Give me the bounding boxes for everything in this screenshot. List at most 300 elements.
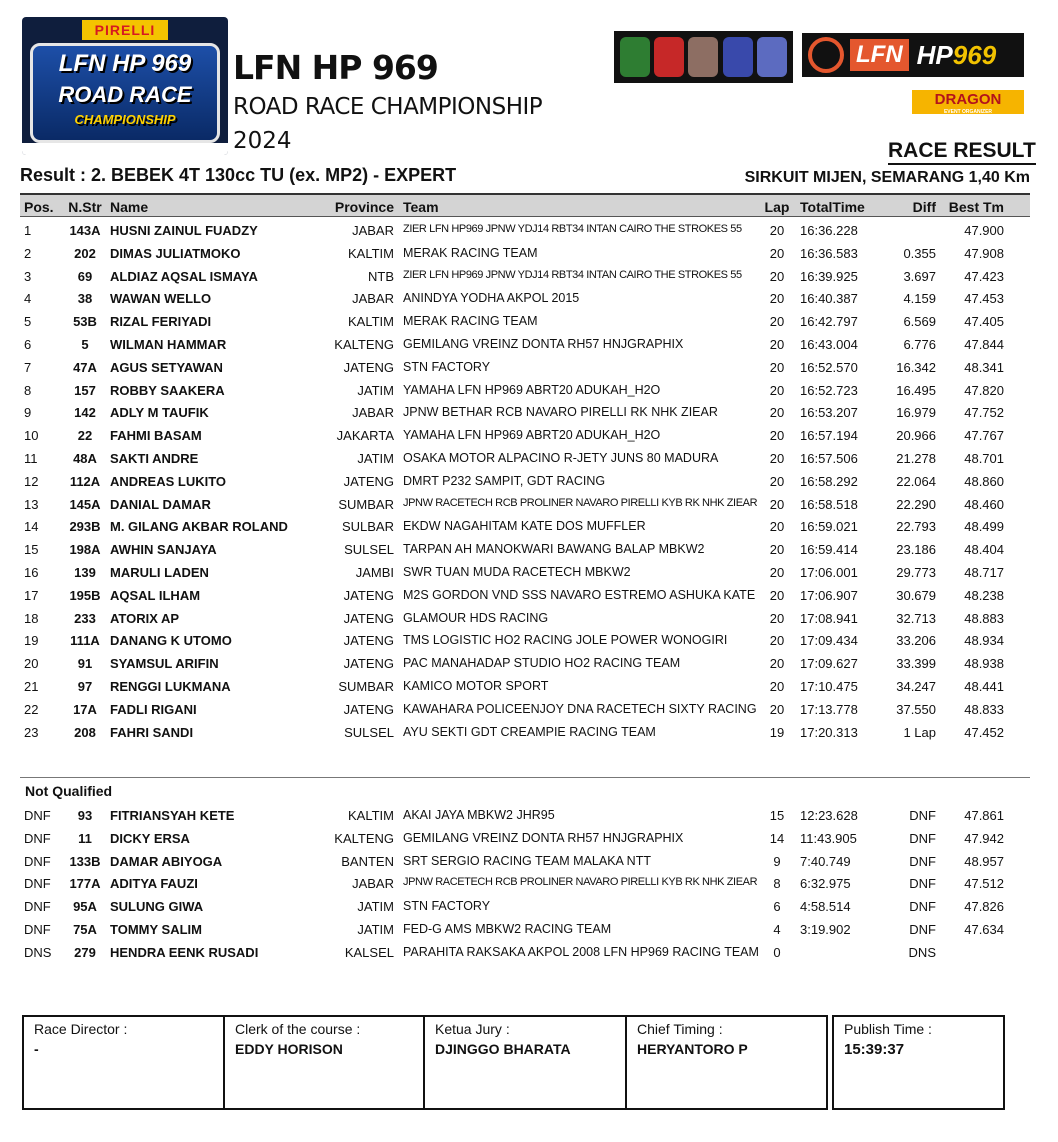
chief-timing-box xyxy=(625,1015,828,1110)
cell-diff: 16.979 xyxy=(896,405,936,421)
race-director-value: - xyxy=(34,1041,39,1057)
organizer-name: DRAGON xyxy=(934,91,1002,108)
col-team: Team xyxy=(403,199,439,215)
cell-name: MARULI LADEN xyxy=(110,564,209,580)
cell-pos: 1 xyxy=(24,223,32,238)
cell-num: 133B xyxy=(69,853,101,869)
cell-pos: 15 xyxy=(24,542,39,558)
table-row xyxy=(20,401,1030,424)
table-row xyxy=(20,918,1030,941)
dragon-eo-logo xyxy=(912,90,1024,114)
cell-total: 16:58.518 xyxy=(800,496,858,512)
cell-lap: 20 xyxy=(769,336,785,352)
cell-lap: 20 xyxy=(769,542,785,558)
table-row xyxy=(20,895,1030,918)
cell-lap: 20 xyxy=(769,564,785,580)
col-province: Province xyxy=(334,199,394,215)
cell-best: 47.820 xyxy=(964,382,1004,398)
table-row xyxy=(20,538,1030,561)
cell-best: 48.934 xyxy=(964,633,1004,649)
cell-prov: JATENG xyxy=(343,473,394,489)
timing-label: Chief Timing : xyxy=(637,1021,723,1037)
cell-name: SAKTI ANDRE xyxy=(110,450,199,466)
cell-diff: 23.186 xyxy=(896,542,936,558)
cell-name: ATORIX AP xyxy=(110,610,180,626)
cell-pos: 4 xyxy=(24,291,32,307)
cell-prov: JATENG xyxy=(343,359,394,375)
section-divider xyxy=(20,777,1030,778)
cell-diff: DNF xyxy=(909,876,936,892)
cell-team: ANINDYA YODHA AKPOL 2015 xyxy=(403,291,580,306)
cell-num: 177A xyxy=(69,876,101,892)
cell-pos: 21 xyxy=(24,678,39,694)
cell-name: DICKY ERSA xyxy=(110,830,190,846)
cell-best: 47.512 xyxy=(964,876,1004,892)
cell-diff: 6.569 xyxy=(903,314,936,330)
cell-total: 16:53.207 xyxy=(800,405,858,421)
clerk-value: EDDY HORISON xyxy=(235,1041,343,1057)
event-year: 2024 xyxy=(233,128,292,154)
cell-lap: 14 xyxy=(769,830,785,846)
cell-total: 3:19.902 xyxy=(800,921,851,937)
cell-total: 16:59.414 xyxy=(800,542,858,558)
cell-prov: SUMBAR xyxy=(338,496,394,512)
cell-best: 48.460 xyxy=(964,496,1004,512)
cell-best: 48.441 xyxy=(964,678,1004,694)
cell-diff: DNF xyxy=(909,830,936,846)
cell-diff: 6.776 xyxy=(903,336,936,352)
circuit-info: SIRKUIT MIJEN, SEMARANG 1,40 Km xyxy=(744,169,1030,186)
cell-team: TARPAN AH MANOKWARI BAWANG BALAP MBKW2 xyxy=(403,542,705,557)
cell-pos: 10 xyxy=(24,428,39,444)
lfn-circle-icon xyxy=(808,37,844,73)
cell-team: PARAHITA RAKSAKA AKPOL 2008 LFN HP969 RACING TEAM xyxy=(403,944,759,959)
cell-pos: 13 xyxy=(24,496,39,512)
cell-num: 95A xyxy=(73,899,97,915)
cell-best: 47.423 xyxy=(964,268,1004,284)
cell-diff: 22.290 xyxy=(896,496,936,512)
cell-name: DANIAL DAMAR xyxy=(110,496,211,512)
cell-diff: DNF xyxy=(909,921,936,937)
table-row xyxy=(20,265,1030,288)
cell-lap: 20 xyxy=(769,519,785,535)
table-row xyxy=(20,287,1030,310)
cell-team: KAWAHARA POLICEENJOY DNA RACETECH SIXTY RACING xyxy=(403,701,757,716)
logo-text-3: CHAMPIONSHIP xyxy=(74,112,176,127)
cell-name: HUSNI ZAINUL FUADZY xyxy=(110,223,258,238)
cell-name: WILMAN HAMMAR xyxy=(110,336,227,352)
logo-shield xyxy=(30,43,220,143)
cell-total: 17:06.001 xyxy=(800,564,858,580)
cell-name: DANANG K UTOMO xyxy=(110,633,232,649)
cell-total: 16:57.194 xyxy=(800,428,858,444)
cell-prov: JAKARTA xyxy=(336,428,394,444)
government-emblems xyxy=(614,31,793,83)
cell-team: MERAK RACING TEAM xyxy=(403,314,538,329)
cell-diff: DNF xyxy=(909,899,936,915)
cell-prov: JATENG xyxy=(343,633,394,649)
emblem-icon xyxy=(723,37,753,77)
cell-team: GLAMOUR HDS RACING xyxy=(403,610,549,625)
cell-num: 293B xyxy=(69,519,101,535)
lfn-hp969-logo xyxy=(802,33,1024,77)
table-row xyxy=(20,629,1030,652)
results-table xyxy=(20,219,1030,743)
emblem-icon xyxy=(620,37,650,77)
cell-num: 48A xyxy=(73,450,97,466)
not-qualified-table xyxy=(20,804,1030,964)
cell-name: ADLY M TAUFIK xyxy=(110,405,209,421)
col-number: N.Str xyxy=(68,199,102,215)
cell-num: 97 xyxy=(77,678,93,694)
cell-lap: 19 xyxy=(769,724,785,740)
table-row xyxy=(20,872,1030,895)
cell-diff: 21.278 xyxy=(896,450,936,466)
cell-pos: 19 xyxy=(24,633,39,649)
cell-prov: JABAR xyxy=(352,876,394,892)
cell-num: 198A xyxy=(69,542,101,558)
organizer-sub: EVENT ORGANIZER xyxy=(943,109,993,115)
logo-text-1: LFN HP 969 xyxy=(58,50,192,77)
cell-best: 47.900 xyxy=(964,223,1004,238)
cell-num: 17A xyxy=(73,701,97,717)
table-row xyxy=(20,310,1030,333)
cell-pos: 17 xyxy=(24,587,39,603)
cell-num: 111A xyxy=(70,633,100,649)
cell-team: MERAK RACING TEAM xyxy=(403,245,538,260)
cell-num: 143A xyxy=(69,223,101,238)
table-row xyxy=(20,850,1030,873)
publish-time-box xyxy=(832,1015,1005,1110)
cell-num: 145A xyxy=(69,496,101,512)
cell-team: EKDW NAGAHITAM KATE DOS MUFFLER xyxy=(403,519,646,534)
cell-name: FAHRI SANDI xyxy=(110,724,194,740)
table-row xyxy=(20,356,1030,379)
cell-diff: 22.793 xyxy=(896,519,936,535)
cell-diff: DNF xyxy=(909,853,936,869)
cell-lap: 0 xyxy=(773,944,781,960)
cell-best: 48.938 xyxy=(964,656,1004,672)
cell-lap: 20 xyxy=(769,405,785,421)
cell-num: 112A xyxy=(69,473,101,489)
result-class-title: Result : 2. BEBEK 4T 130cc TU (ex. MP2) - EXPERT xyxy=(20,165,457,185)
cell-pos: 7 xyxy=(24,359,32,375)
cell-num: 69 xyxy=(77,268,93,284)
cell-best: 48.701 xyxy=(964,450,1004,466)
hp-number: 969 xyxy=(952,39,997,70)
cell-prov: NTB xyxy=(368,268,394,284)
cell-total: 17:09.434 xyxy=(800,633,858,649)
cell-pos: DNF xyxy=(24,899,51,915)
hp969-text xyxy=(917,40,997,71)
cell-best: 47.752 xyxy=(964,405,1004,421)
table-header xyxy=(20,193,1030,217)
jury-box xyxy=(423,1015,627,1110)
cell-pos: 11 xyxy=(24,450,38,466)
cell-total: 7:40.749 xyxy=(800,853,851,869)
cell-name: M. GILANG AKBAR ROLAND xyxy=(110,519,288,535)
cell-diff: 0.355 xyxy=(903,245,936,261)
cell-lap: 20 xyxy=(769,382,785,398)
cell-name: SYAMSUL ARIFIN xyxy=(110,656,219,672)
cell-prov: SULSEL xyxy=(344,542,394,558)
cell-lap: 20 xyxy=(769,587,785,603)
cell-name: HENDRA EENK RUSADI xyxy=(110,944,259,960)
cell-prov: KALTIM xyxy=(348,314,394,330)
cell-prov: KALTIM xyxy=(348,808,394,823)
lfn-text: LFN xyxy=(850,39,909,71)
cell-team: JPNW RACETECH RCB PROLINER NAVARO PIRELLI KYB RK NHK ZIEAR xyxy=(403,496,758,509)
cell-best: 48.717 xyxy=(964,564,1004,580)
not-qualified-title: Not Qualified xyxy=(25,783,113,799)
cell-name: WAWAN WELLO xyxy=(110,291,212,307)
cell-pos: DNF xyxy=(24,876,51,892)
cell-best: 47.826 xyxy=(964,899,1004,915)
cell-diff: 4.159 xyxy=(903,291,936,307)
cell-name: RIZAL FERIYADI xyxy=(110,314,212,330)
cell-prov: BANTEN xyxy=(341,853,394,869)
cell-total: 16:59.021 xyxy=(800,519,858,535)
col-name: Name xyxy=(110,199,149,215)
cell-prov: JATIM xyxy=(357,382,394,398)
cell-team: YAMAHA LFN HP969 ABRT20 ADUKAH_H2O xyxy=(403,382,661,397)
cell-lap: 20 xyxy=(769,359,785,375)
cell-num: 75A xyxy=(73,921,97,937)
cell-pos: DNF xyxy=(24,921,51,937)
race-result-heading: RACE RESULT xyxy=(888,139,1036,165)
emblem-icon xyxy=(688,37,718,77)
table-row xyxy=(20,470,1030,493)
cell-best: 47.453 xyxy=(964,291,1004,307)
table-row xyxy=(20,804,1030,827)
cell-team: SRT SERGIO RACING TEAM MALAKA NTT xyxy=(403,853,651,868)
cell-team: TMS LOGISTIC HO2 RACING JOLE POWER WONOGIRI xyxy=(403,633,728,648)
cell-team: OSAKA MOTOR ALPACINO R-JETY JUNS 80 MADURA xyxy=(403,450,719,465)
cell-total: 16:40.387 xyxy=(800,291,858,307)
cell-prov: SULSEL xyxy=(344,724,394,740)
cell-total: 6:32.975 xyxy=(800,876,851,892)
sponsor-strip xyxy=(22,143,228,155)
cell-prov: JATENG xyxy=(343,701,394,717)
publish-label: Publish Time : xyxy=(844,1021,932,1037)
cell-lap: 20 xyxy=(769,450,785,466)
cell-name: TOMMY SALIM xyxy=(110,921,202,937)
pirelli-logo: PIRELLI xyxy=(82,20,168,40)
cell-lap: 15 xyxy=(769,808,785,823)
cell-num: 195B xyxy=(69,587,101,603)
cell-lap: 20 xyxy=(769,314,785,330)
cell-name: FAHMI BASAM xyxy=(110,428,202,444)
event-logo xyxy=(22,17,228,155)
cell-best: 48.238 xyxy=(964,587,1004,603)
cell-pos: 2 xyxy=(24,245,32,261)
cell-best: 47.942 xyxy=(964,830,1004,846)
cell-pos: 23 xyxy=(24,724,39,740)
table-row xyxy=(20,515,1030,538)
cell-num: 233 xyxy=(74,610,96,626)
cell-num: 279 xyxy=(74,944,96,960)
cell-lap: 8 xyxy=(773,876,781,892)
cell-team: DMRT P232 SAMPIT, GDT RACING xyxy=(403,473,606,488)
cell-diff: DNF xyxy=(909,808,936,823)
cell-num: 5 xyxy=(81,336,89,352)
cell-pos: 3 xyxy=(24,268,32,284)
cell-num: 208 xyxy=(74,724,96,740)
cell-name: SULUNG GIWA xyxy=(110,899,204,915)
cell-pos: 5 xyxy=(24,314,32,330)
cell-diff: 1 Lap xyxy=(903,724,936,740)
cell-lap: 20 xyxy=(769,473,785,489)
table-row xyxy=(20,721,1030,744)
cell-best: 48.860 xyxy=(964,473,1004,489)
cell-team: PAC MANAHADAP STUDIO HO2 RACING TEAM xyxy=(403,656,681,671)
cell-pos: DNF xyxy=(24,808,51,823)
cell-diff: 33.399 xyxy=(896,656,936,672)
cell-team: JPNW RACETECH RCB PROLINER NAVARO PIRELLI KYB RK NHK ZIEAR xyxy=(403,876,758,889)
table-row xyxy=(20,447,1030,470)
cell-pos: DNF xyxy=(24,830,51,846)
cell-diff: 20.966 xyxy=(896,428,936,444)
cell-name: ANDREAS LUKITO xyxy=(110,473,227,489)
cell-total: 16:43.004 xyxy=(800,336,858,352)
clerk-box xyxy=(223,1015,425,1110)
jury-value: DJINGGO BHARATA xyxy=(435,1041,571,1057)
cell-prov: KALSEL xyxy=(344,944,394,960)
cell-team: ZIER LFN HP969 JPNW YDJ14 RBT34 INTAN CAIRO THE STROKES 55 xyxy=(403,268,742,281)
cell-best: 48.404 xyxy=(964,542,1004,558)
cell-lap: 20 xyxy=(769,610,785,626)
cell-prov: SULBAR xyxy=(341,519,394,535)
cell-total: 12:23.628 xyxy=(800,808,858,823)
cell-num: 91 xyxy=(77,656,93,672)
cell-total: 16:57.506 xyxy=(800,450,858,466)
cell-prov: KALTENG xyxy=(334,830,394,846)
timing-value: HERYANTORO P xyxy=(637,1041,748,1057)
cell-diff: 29.773 xyxy=(896,564,936,580)
cell-prov: JATENG xyxy=(343,587,394,603)
event-title: LFN HP 969 xyxy=(233,48,438,87)
table-row xyxy=(20,424,1030,447)
cell-total: 16:42.797 xyxy=(800,314,858,330)
cell-prov: JATIM xyxy=(357,450,394,466)
cell-lap: 20 xyxy=(769,428,785,444)
cell-pos: 16 xyxy=(24,564,39,580)
cell-lap: 20 xyxy=(769,291,785,307)
cell-team: KAMICO MOTOR SPORT xyxy=(403,678,549,693)
cell-prov: JAMBI xyxy=(355,564,394,580)
table-row xyxy=(20,219,1030,242)
cell-best: 47.908 xyxy=(964,245,1004,261)
cell-team: AYU SEKTI GDT CREAMPIE RACING TEAM xyxy=(403,724,656,739)
table-row xyxy=(20,333,1030,356)
cell-lap: 20 xyxy=(769,245,785,261)
cell-team: JPNW BETHAR RCB NAVARO PIRELLI RK NHK ZIEAR xyxy=(403,405,718,420)
cell-name: DAMAR ABIYOGA xyxy=(110,853,223,869)
cell-total: 11:43.905 xyxy=(800,830,857,846)
cell-lap: 4 xyxy=(773,921,781,937)
cell-total: 16:36.583 xyxy=(800,245,858,261)
table-row xyxy=(20,379,1030,402)
race-director-label: Race Director : xyxy=(34,1021,128,1037)
cell-diff: 30.679 xyxy=(896,587,936,603)
cell-best: 48.499 xyxy=(964,519,1004,535)
cell-prov: JATIM xyxy=(357,921,394,937)
cell-name: ADITYA FAUZI xyxy=(110,876,198,892)
cell-prov: JATENG xyxy=(343,610,394,626)
jury-label: Ketua Jury : xyxy=(435,1021,510,1037)
cell-name: AGUS SETYAWAN xyxy=(110,359,223,375)
cell-num: 47A xyxy=(73,359,97,375)
cell-prov: JABAR xyxy=(352,405,394,421)
cell-lap: 20 xyxy=(769,656,785,672)
table-row xyxy=(20,607,1030,630)
table-row xyxy=(20,675,1030,698)
cell-num: 142 xyxy=(74,405,96,421)
cell-total: 16:52.570 xyxy=(800,359,858,375)
cell-pos: 18 xyxy=(24,610,39,626)
cell-best: 48.341 xyxy=(964,359,1004,375)
cell-pos: 9 xyxy=(24,405,32,421)
race-director-box xyxy=(22,1015,225,1110)
cell-num: 22 xyxy=(77,428,93,444)
table-row xyxy=(20,493,1030,516)
cell-prov: JABAR xyxy=(352,223,394,238)
cell-diff: 32.713 xyxy=(896,610,936,626)
cell-prov: JATENG xyxy=(343,656,394,672)
cell-total: 17:13.778 xyxy=(800,701,858,717)
cell-diff: 3.697 xyxy=(903,268,936,284)
cell-best: 47.861 xyxy=(964,808,1004,823)
cell-pos: 8 xyxy=(24,382,32,398)
table-row xyxy=(20,584,1030,607)
cell-total: 16:52.723 xyxy=(800,382,858,398)
cell-best: 47.767 xyxy=(964,428,1004,444)
cell-team: GEMILANG VREINZ DONTA RH57 HNJGRAPHIX xyxy=(403,336,684,351)
cell-best: 47.634 xyxy=(964,921,1004,937)
cell-diff: 37.550 xyxy=(896,701,936,717)
cell-lap: 20 xyxy=(769,496,785,512)
cell-name: FITRIANSYAH KETE xyxy=(110,808,235,823)
cell-name: RENGGI LUKMANA xyxy=(110,678,231,694)
emblem-icon xyxy=(757,37,787,77)
clerk-label: Clerk of the course : xyxy=(235,1021,361,1037)
cell-pos: 22 xyxy=(24,701,39,717)
cell-best: 47.452 xyxy=(964,724,1004,740)
cell-best: 48.957 xyxy=(964,853,1004,869)
col-pos: Pos. xyxy=(24,199,54,215)
logo-text-2: ROAD RACE xyxy=(58,82,192,107)
cell-num: 202 xyxy=(74,245,96,261)
cell-team: YAMAHA LFN HP969 ABRT20 ADUKAH_H2O xyxy=(403,428,661,443)
cell-team: ZIER LFN HP969 JPNW YDJ14 RBT34 INTAN CAIRO THE STROKES 55 xyxy=(403,223,742,235)
cell-num: 38 xyxy=(77,291,93,307)
cell-pos: DNF xyxy=(24,853,51,869)
cell-team: M2S GORDON VND SSS NAVARO ESTREMO ASHUKA KATE xyxy=(403,587,756,602)
cell-diff: 34.247 xyxy=(896,678,936,694)
cell-lap: 9 xyxy=(773,853,781,869)
cell-lap: 6 xyxy=(773,899,781,915)
cell-total: 17:08.941 xyxy=(800,610,858,626)
cell-best: 47.405 xyxy=(964,314,1004,330)
cell-prov: KALTENG xyxy=(334,336,394,352)
table-row xyxy=(20,652,1030,675)
col-total-time: TotalTime xyxy=(800,199,865,215)
cell-lap: 20 xyxy=(769,678,785,694)
cell-num: 53B xyxy=(73,314,97,330)
cell-team: GEMILANG VREINZ DONTA RH57 HNJGRAPHIX xyxy=(403,830,684,845)
cell-prov: JATIM xyxy=(357,899,394,915)
cell-name: AQSAL ILHAM xyxy=(110,587,201,603)
